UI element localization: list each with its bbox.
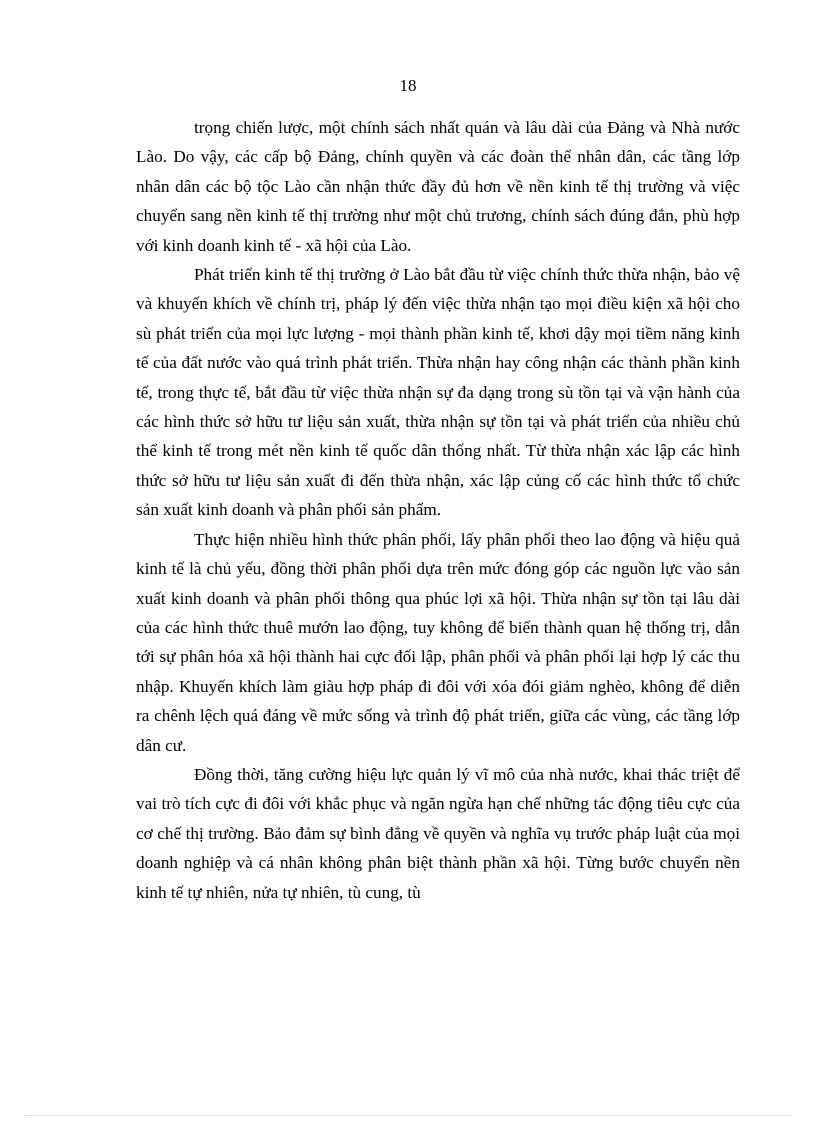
- paragraph-continued: trọng chiến lược, một chính sách nhất quán và lâu dài của Đảng và Nhà nước Lào. Do vậy, các cấp bộ Đảng, chính quyền và các đoàn thể nhân dân, các tầng lớp nhân dân các bộ tộc Lào cần nhận thức đầy đủ hơn về nền kinh tế thị trường và việc chuyển sang nền kinh tế thị trường như một chủ trương, chính sách đúng đắn, phù hợp với kinh doanh kinh tế - xã hội của Lào.: [136, 118, 740, 255]
- paragraph: Đồng thời, tăng cường hiệu lực quản lý vĩ mô của nhà nước, khai thác triệt để vai trò tích cực đi đôi với khắc phục và ngăn ngừa hạn chế những tác động tiêu cực của cơ chế thị trường. Bảo đảm sự bình đẳng về quyền và nghĩa vụ trước pháp luật của mọi doanh nghiệp và cá nhân không phân biệt thành phần xã hội. Từng bước chuyển nền kinh tế tự nhiên, nửa tự nhiên, tù cung, tù: [136, 764, 740, 902]
- page-number: 18: [399, 76, 417, 95]
- paragraph: Phát triển kinh tế thị trường ở Lào bắt đầu từ việc chính thức thừa nhận, bảo vệ và khuyến khích về chính trị, pháp lý đến việc thừa nhận tạo mọi điều kiện xã hội cho sù phát triển của mọi lực lượng - mọi thành phần kinh tế, khơi dậy mọi tiềm năng kinh tế của đất nước vào quá trình phát triển. Thừa nhận hay công nhận các thành phần kinh tế, trong thực tế, bắt đầu từ việc thừa nhận sự đa dạng trong sù tồn tại và vận hành của các hình thức sở hữu tư liệu sản xuất, thừa nhận sự tồn tại và phát triển của nhiều chủ thể kinh tế trong mét nền kinh tế quốc dân thống nhất. Từ thừa nhận xác lập các hình thức sở hữu tư liệu sản xuất đi đến thừa nhận, xác lập củng cố các hình thức tổ chức sản xuất kinh doanh và phân phối sản phẩm.: [136, 265, 740, 520]
- page-bottom-rule: [24, 1115, 792, 1116]
- body-text: [136, 113, 740, 907]
- paragraph: Thực hiện nhiều hình thức phân phối, lấy phân phối theo lao động và hiệu quả kinh tế là chủ yếu, đồng thời phân phối dựa trên mức đóng góp các nguồn lực vào sản xuất kinh doanh và phân phối thông qua phúc lợi xã hội. Thừa nhận sự tồn tại lâu dài của các hình thức thuê mướn lao động, tuy không để biến thành quan hệ thống trị, dẫn tới sự phân hóa xã hội thành hai cực đối lập, phân phối và phân phối lại hợp lý các thu nhập. Khuyến khích làm giàu hợp pháp đi đôi với xóa đói giảm nghèo, không để diễn ra chênh lệch quá đáng về mức sống và trình độ phát triển, giữa các vùng, các tầng lớp dân cư.: [136, 529, 740, 755]
